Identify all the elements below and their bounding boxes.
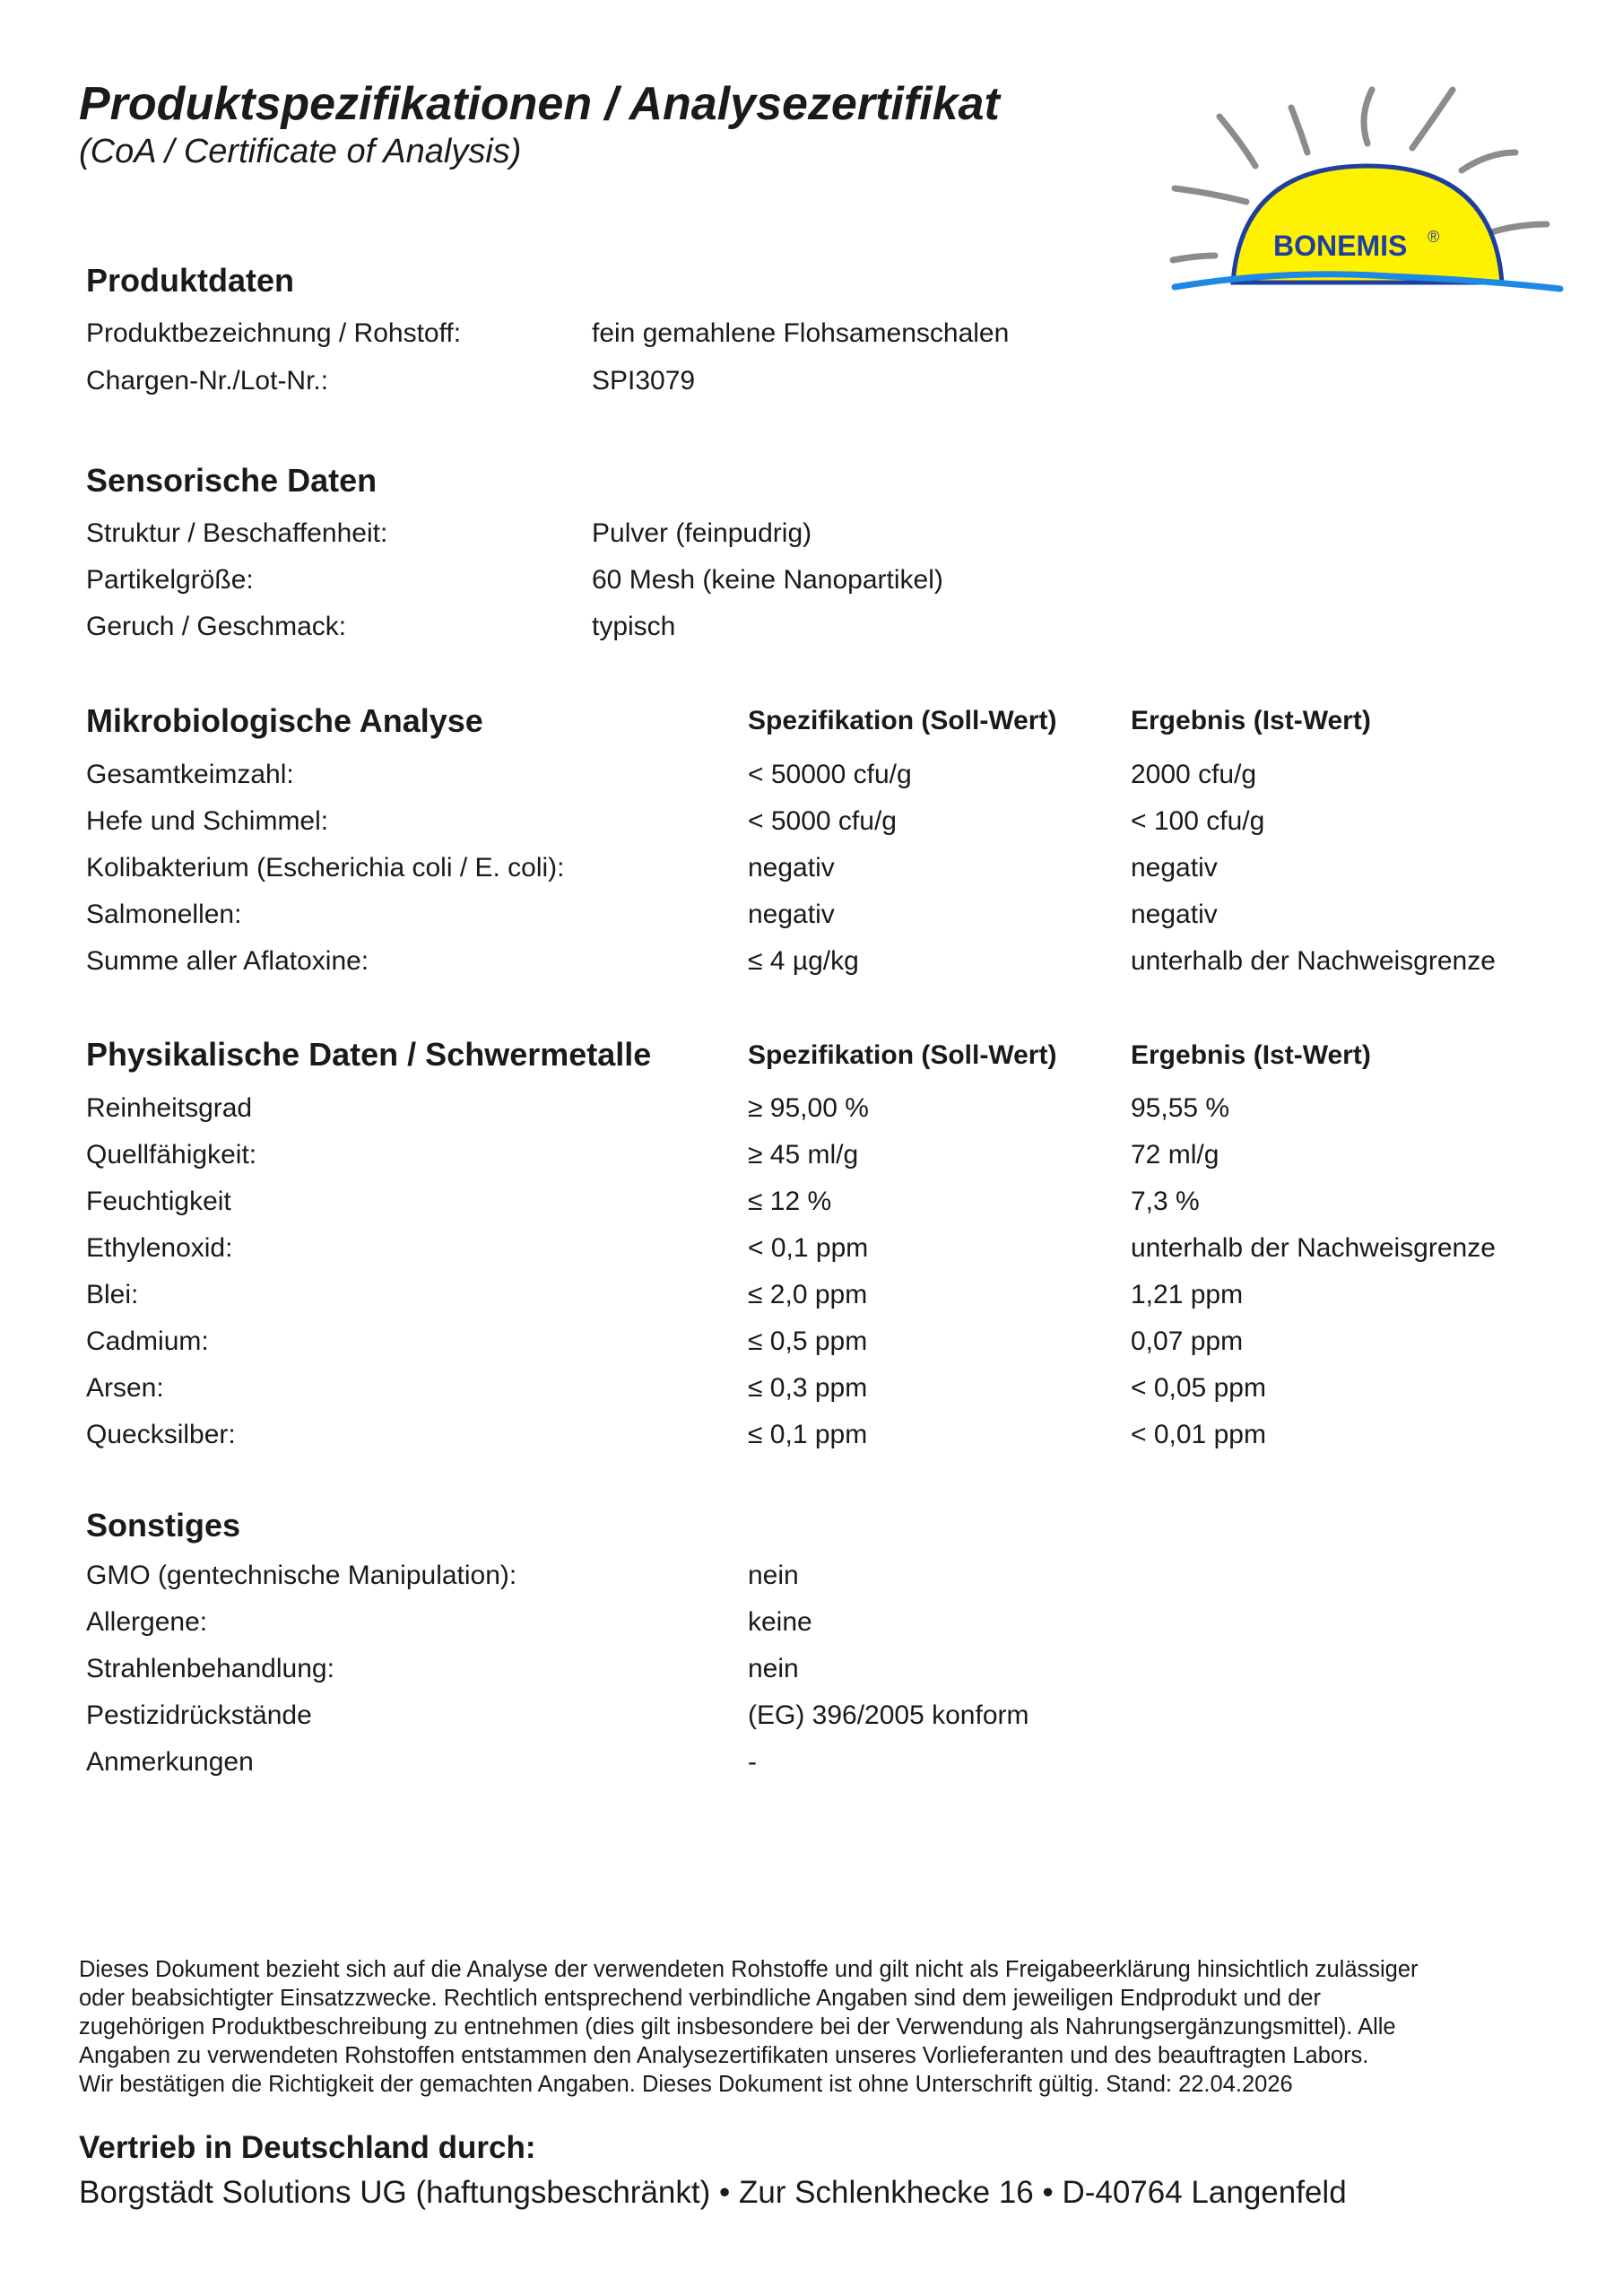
row-value: nein [748, 1561, 799, 1590]
row-label: Cadmium: [86, 1326, 209, 1356]
column-header-ergebnis: Ergebnis (Ist-Wert) [1131, 706, 1371, 735]
row-result: 1,21 ppm [1131, 1280, 1244, 1309]
row-value: Pulver (feinpudrig) [592, 518, 812, 548]
row-label: Reinheitsgrad [86, 1093, 253, 1123]
row-label: Allergene: [86, 1607, 208, 1637]
row-spec: ≥ 95,00 % [748, 1093, 869, 1123]
row-spec: ≤ 0,1 ppm [748, 1420, 868, 1449]
row-label: Feuchtigkeit [86, 1187, 231, 1216]
row-result: 2000 cfu/g [1131, 760, 1257, 789]
row-result: unterhalb der Nachweisgrenze [1131, 946, 1496, 976]
row-label: Kolibakterium (Escherichia coli / E. coli): [86, 853, 565, 883]
row-result: 7,3 % [1131, 1187, 1200, 1216]
row-spec: < 0,1 ppm [748, 1233, 869, 1263]
row-result: < 100 cfu/g [1131, 806, 1265, 836]
row-spec: ≤ 0,5 ppm [748, 1326, 868, 1356]
bonemis-logo [1166, 81, 1569, 305]
row-label: Summe aller Aflatoxine: [86, 946, 369, 976]
row-label: Strahlenbehandlung: [86, 1654, 334, 1683]
row-label: Struktur / Beschaffenheit: [86, 518, 388, 548]
section-heading-sonstiges: Sonstiges [86, 1507, 241, 1544]
row-value: - [748, 1747, 757, 1777]
column-header-ergebnis: Ergebnis (Ist-Wert) [1131, 1040, 1371, 1070]
row-spec: < 5000 cfu/g [748, 806, 897, 836]
row-result: unterhalb der Nachweisgrenze [1131, 1233, 1496, 1263]
section-heading-sensorik: Sensorische Daten [86, 462, 378, 499]
row-label: Hefe und Schimmel: [86, 806, 329, 836]
column-header-spezifikation: Spezifikation (Soll-Wert) [748, 706, 1057, 735]
row-result: < 0,05 ppm [1131, 1373, 1266, 1403]
row-spec: negativ [748, 853, 835, 883]
document-subtitle: (CoA / Certificate of Analysis) [79, 133, 522, 170]
distribution-heading: Vertrieb in Deutschland durch: [79, 2130, 536, 2165]
logo-registered-mark: ® [1428, 228, 1440, 246]
row-label: Arsen: [86, 1373, 164, 1403]
row-value: keine [748, 1607, 812, 1637]
row-label: Anmerkungen [86, 1747, 254, 1777]
row-value: nein [748, 1654, 799, 1683]
row-result: negativ [1131, 853, 1218, 883]
row-result: 0,07 ppm [1131, 1326, 1244, 1356]
row-spec: < 50000 cfu/g [748, 760, 912, 789]
row-spec: ≤ 2,0 ppm [748, 1280, 868, 1309]
row-label: Produktbezeichnung / Rohstoff: [86, 318, 462, 348]
document-title: Produktspezifikationen / Analysezertifikat [79, 78, 1000, 130]
row-label: GMO (gentechnische Manipulation): [86, 1561, 517, 1590]
row-value: 60 Mesh (keine Nanopartikel) [592, 565, 943, 595]
row-label: Geruch / Geschmack: [86, 612, 347, 641]
disclaimer-line: zugehörigen Produktbeschreibung zu entnehmen (dies gilt insbesondere bei der Verwendung als Nahrungsergänzungsmittel). Alle [79, 2014, 1396, 2039]
disclaimer-line: Dieses Dokument bezieht sich auf die Analyse der verwendeten Rohstoffe und gilt nicht als Freigabeerklärung hinsichtlich zulässiger [79, 1957, 1419, 1982]
row-value: (EG) 396/2005 konform [748, 1700, 1029, 1730]
section-heading-mikrobiologie: Mikrobiologische Analyse [86, 702, 483, 739]
row-label: Ethylenoxid: [86, 1233, 233, 1263]
row-label: Partikelgröße: [86, 565, 254, 595]
section-heading-produktdaten: Produktdaten [86, 262, 295, 299]
row-result: < 0,01 ppm [1131, 1420, 1266, 1449]
disclaimer-line: oder beabsichtigter Einsatzzwecke. Rechtlich entsprechend verbindliche Angaben sind dem jeweiligen Endprodukt und der [79, 1986, 1321, 2011]
row-spec: ≤ 4 µg/kg [748, 946, 859, 976]
row-label: Chargen-Nr./Lot-Nr.: [86, 366, 329, 396]
row-label: Salmonellen: [86, 900, 242, 929]
row-result: 95,55 % [1131, 1093, 1230, 1123]
disclaimer-line: Angaben zu verwendeten Rohstoffen entstammen den Analysezertifikaten unseres Vorlieferanten und des beauftragten Labors. [79, 2043, 1369, 2068]
column-header-spezifikation: Spezifikation (Soll-Wert) [748, 1040, 1057, 1070]
row-result: negativ [1131, 900, 1218, 929]
disclaimer-line: Wir bestätigen die Richtigkeit der gemachten Angaben. Dieses Dokument ist ohne Unterschrift gültig. Stand: 22.04.2026 [79, 2072, 1293, 2097]
row-label: Gesamtkeimzahl: [86, 760, 294, 789]
logo-brand: BONEMIS [1273, 230, 1408, 262]
row-value: fein gemahlene Flohsamenschalen [592, 318, 1010, 348]
row-result: 72 ml/g [1131, 1140, 1219, 1170]
disclaimer [79, 1955, 1549, 2099]
row-value: SPI3079 [592, 366, 696, 396]
row-label: Quecksilber: [86, 1420, 236, 1449]
row-label: Pestizidrückstände [86, 1700, 312, 1730]
row-spec: ≥ 45 ml/g [748, 1140, 859, 1170]
row-spec: negativ [748, 900, 835, 929]
row-spec: ≤ 12 % [748, 1187, 832, 1216]
distribution-address: Borgstädt Solutions UG (haftungsbeschränkt) • Zur Schlenkhecke 16 • D-40764 Langenfeld [79, 2175, 1347, 2210]
section-heading-physik: Physikalische Daten / Schwermetalle [86, 1036, 652, 1073]
row-value: typisch [592, 612, 676, 641]
row-label: Quellfähigkeit: [86, 1140, 257, 1170]
row-spec: ≤ 0,3 ppm [748, 1373, 868, 1403]
row-label: Blei: [86, 1280, 139, 1309]
